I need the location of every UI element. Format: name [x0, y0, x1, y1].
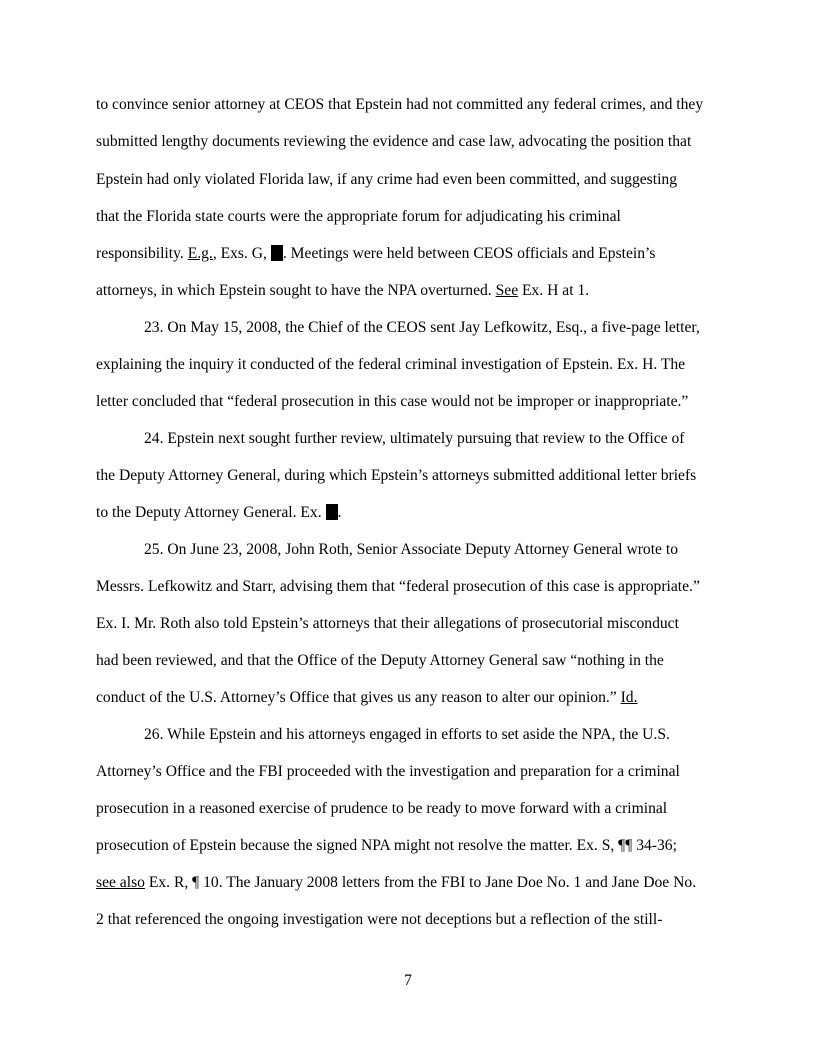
- text-line: prosecution in a reasoned exercise of prudence to be ready to move forward with a criminal: [96, 800, 668, 817]
- text-line: [96, 688, 637, 708]
- text-line: Epstein had only violated Florida law, if any crime had even been committed, and suggesting: [96, 171, 678, 188]
- paragraph-25-start: 25. On June 23, 2008, John Roth, Senior Associate Deputy Attorney General wrote to: [144, 541, 679, 558]
- text-segment: Ex. R, ¶ 10. The January 2008 letters from the FBI to Jane Doe No. 1 and Jane Doe No.: [144, 874, 697, 891]
- text-segment: , Exs. G,: [212, 245, 271, 262]
- text-line: [96, 244, 655, 264]
- redaction-block: [271, 245, 283, 261]
- text-line: [96, 873, 696, 893]
- text-segment: .: [337, 504, 342, 521]
- text-line: that the Florida state courts were the appropriate forum for adjudicating his criminal: [96, 208, 621, 225]
- text-line: submitted lengthy documents reviewing the evidence and case law, advocating the position that: [96, 133, 692, 150]
- text-line: [96, 281, 589, 301]
- text-line: explaining the inquiry it conducted of the federal criminal investigation of Epstein. Ex. H. The: [96, 356, 686, 373]
- page-number: 7: [404, 972, 412, 989]
- citation-signal: E.g.: [187, 245, 213, 262]
- text-line: letter concluded that “federal prosecution in this case would not be improper or inappropriate.”: [96, 393, 689, 410]
- text-line: to convince senior attorney at CEOS that Epstein had not committed any federal crimes, and they: [96, 96, 704, 113]
- text-line: had been reviewed, and that the Office of the Deputy Attorney General saw “nothing in the: [96, 652, 664, 669]
- text-line: prosecution of Epstein because the signed NPA might not resolve the matter. Ex. S, ¶¶ 34-36;: [96, 837, 677, 854]
- citation-signal: See: [495, 282, 519, 299]
- citation-signal: Id.: [620, 689, 638, 706]
- text-line: 2 that referenced the ongoing investigation were not deceptions but a reflection of the still-: [96, 911, 663, 928]
- paragraph-24-start: 24. Epstein next sought further review, ultimately pursuing that review to the Office of: [144, 430, 685, 447]
- text-segment: Ex. H at 1.: [518, 282, 590, 299]
- text-segment: attorneys, in which Epstein sought to have the NPA overturned.: [96, 282, 496, 299]
- citation-signal: see also: [96, 874, 145, 891]
- text-segment: conduct of the U.S. Attorney’s Office that gives us any reason to alter our opinion.”: [96, 689, 621, 706]
- redaction-block: [326, 504, 338, 520]
- text-segment: responsibility.: [96, 245, 188, 262]
- text-line: Ex. I. Mr. Roth also told Epstein’s attorneys that their allegations of prosecutorial misconduct: [96, 615, 679, 632]
- text-line: [96, 503, 341, 523]
- text-segment: . Meetings were held between CEOS officials and Epstein’s: [282, 245, 656, 262]
- text-line: Attorney’s Office and the FBI proceeded with the investigation and preparation for a criminal: [96, 763, 680, 780]
- paragraph-23-start: 23. On May 15, 2008, the Chief of the CEOS sent Jay Lefkowitz, Esq., a five-page letter,: [144, 319, 700, 336]
- paragraph-26-start: 26. While Epstein and his attorneys engaged in efforts to set aside the NPA, the U.S.: [144, 726, 670, 743]
- text-line: Messrs. Lefkowitz and Starr, advising them that “federal prosecution of this case is appropriate.”: [96, 578, 700, 595]
- text-line: the Deputy Attorney General, during which Epstein’s attorneys submitted additional letter briefs: [96, 467, 697, 484]
- text-segment: to the Deputy Attorney General. Ex.: [96, 504, 326, 521]
